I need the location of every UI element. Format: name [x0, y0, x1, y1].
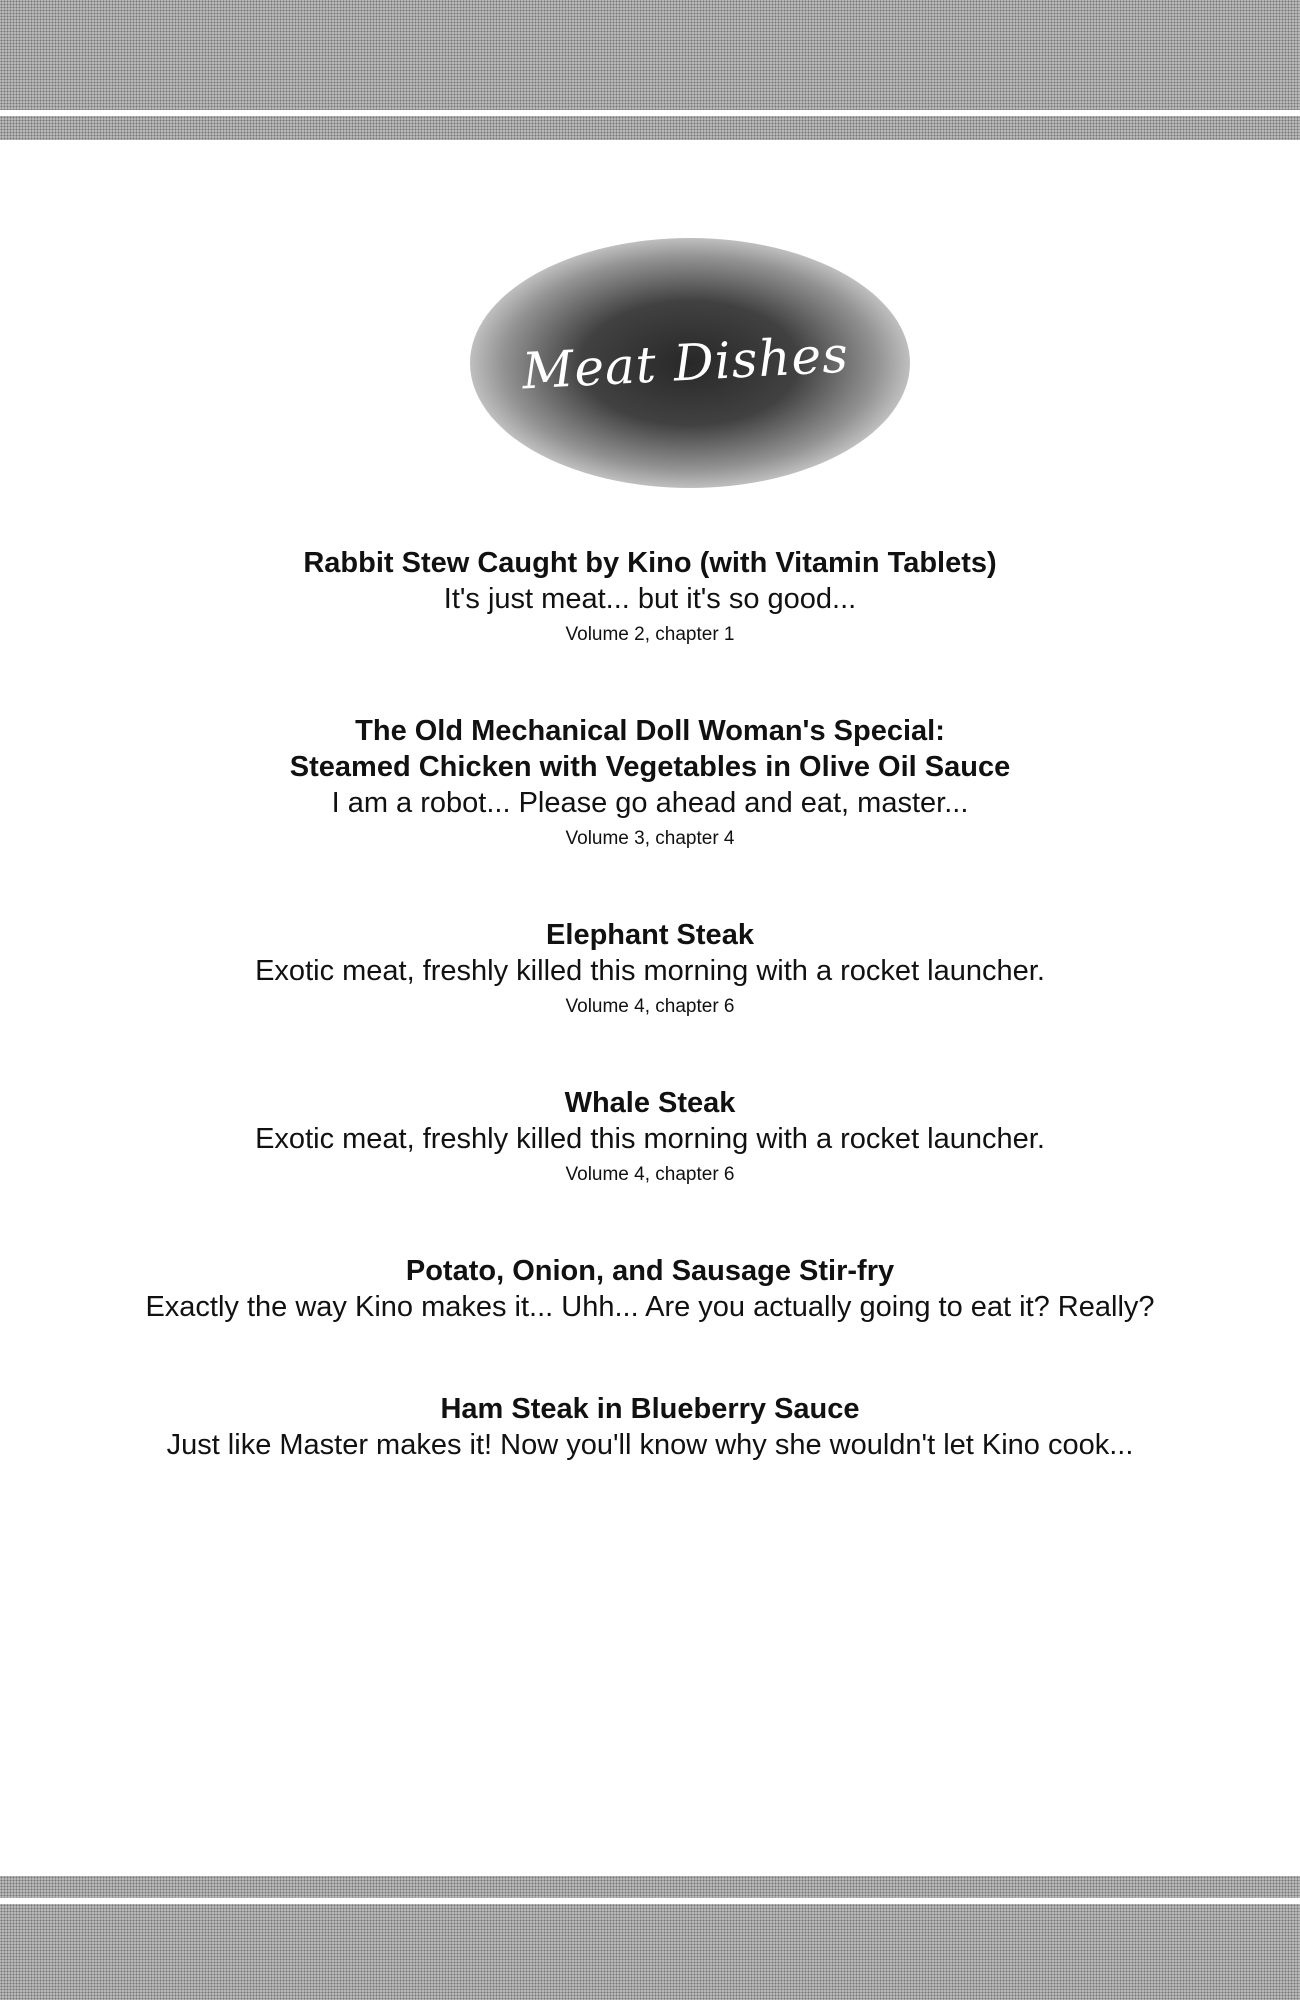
top-thin-halftone-band: [0, 116, 1300, 140]
dish-name: Ham Steak in Blueberry Sauce: [440, 1393, 860, 1425]
menu-item: [0, 1391, 1300, 1463]
dish-description: I am a robot... Please go ahead and eat, master...: [331, 787, 969, 819]
top-halftone-band: [0, 0, 1300, 110]
dish-name: Elephant Steak: [546, 919, 754, 951]
menu-item: [0, 1253, 1300, 1325]
dish-name: Rabbit Stew Caught by Kino (with Vitamin Tablets): [303, 547, 997, 579]
menu-list: [0, 545, 1300, 1529]
dish-reference: Volume 2, chapter 1: [565, 624, 735, 645]
bottom-halftone-band: [0, 1904, 1300, 2000]
dish-name: Whale Steak: [564, 1087, 736, 1119]
dish-reference: Volume 3, chapter 4: [565, 828, 735, 849]
dish-name-line-2: Steamed Chicken with Vegetables in Olive Oil Sauce: [289, 751, 1011, 783]
dish-reference: Volume 4, chapter 6: [565, 996, 735, 1017]
dish-description: Exactly the way Kino makes it... Uhh... Are you actually going to eat it? Really?: [145, 1291, 1155, 1323]
dish-name-line-1: The Old Mechanical Doll Woman's Special:: [355, 715, 945, 747]
bottom-thin-halftone-band: [0, 1876, 1300, 1898]
menu-item: [0, 545, 1300, 649]
menu-item: [0, 713, 1300, 853]
dish-description: Exotic meat, freshly killed this morning with a rocket launcher.: [255, 1123, 1045, 1155]
dish-description: Just like Master makes it! Now you'll know why she wouldn't let Kino cook...: [166, 1429, 1134, 1461]
dish-reference: Volume 4, chapter 6: [565, 1164, 735, 1185]
section-title: Meat Dishes: [520, 325, 850, 401]
menu-item: [0, 917, 1300, 1021]
dish-name: Potato, Onion, and Sausage Stir-fry: [405, 1255, 895, 1287]
menu-item: [0, 1085, 1300, 1189]
section-title-badge: [470, 238, 910, 488]
dish-description: Exotic meat, freshly killed this morning with a rocket launcher.: [255, 955, 1045, 987]
dish-description: It's just meat... but it's so good...: [443, 583, 857, 615]
